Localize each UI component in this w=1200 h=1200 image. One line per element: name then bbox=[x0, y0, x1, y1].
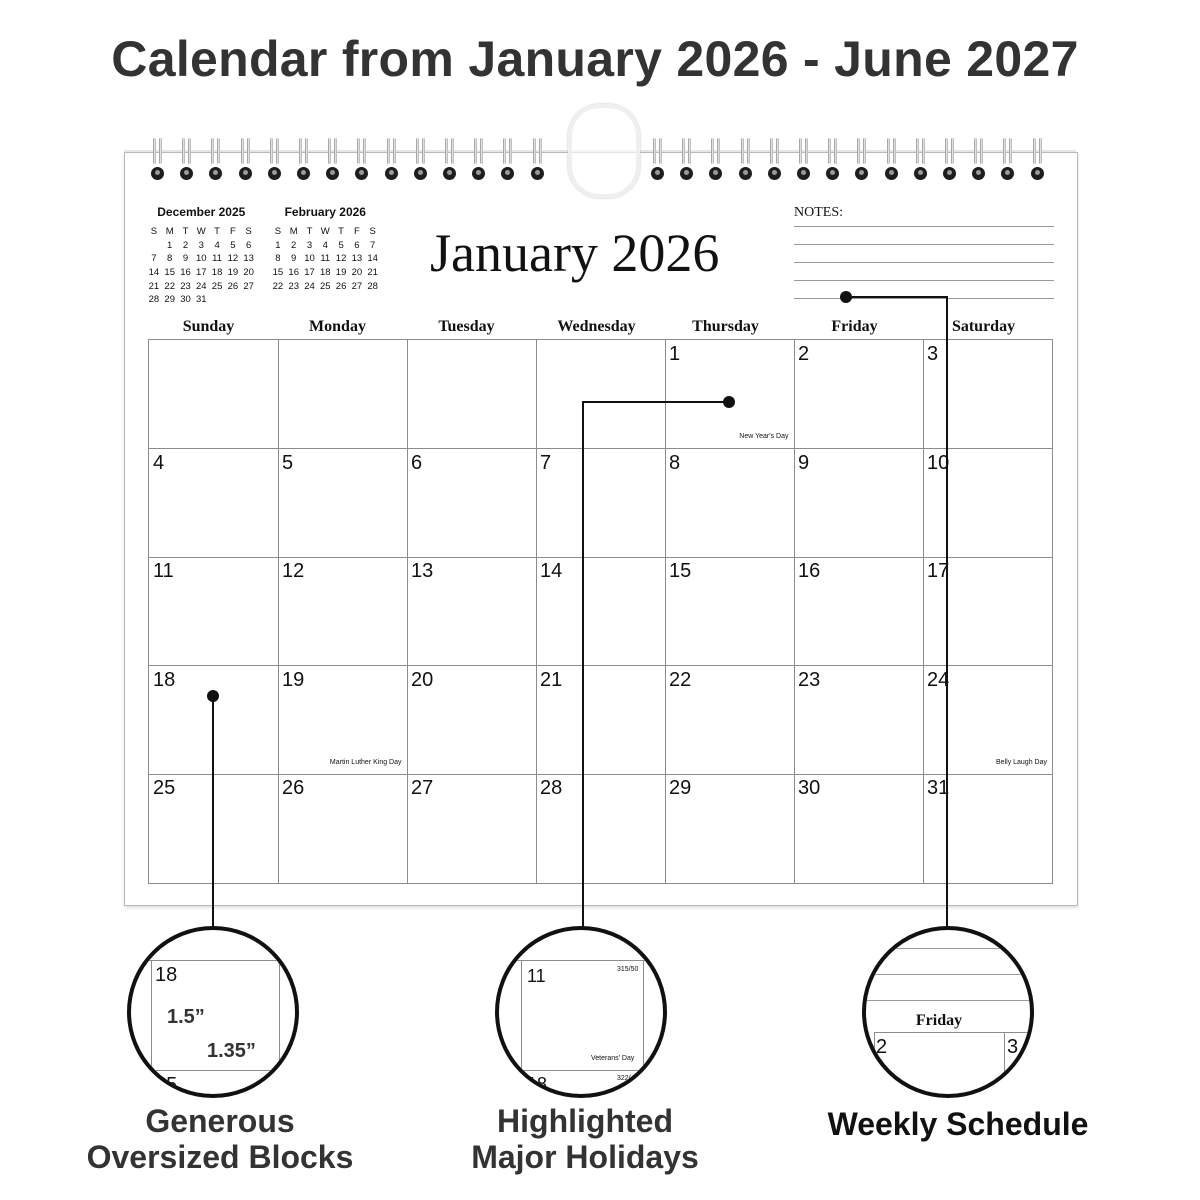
day-cell[interactable] bbox=[665, 557, 795, 666]
notes-label: NOTES: bbox=[794, 205, 843, 220]
mini-day bbox=[225, 293, 241, 307]
mini-weekday: T bbox=[182, 226, 189, 238]
mini-weekday: S bbox=[245, 226, 252, 238]
day-cell[interactable] bbox=[278, 666, 408, 775]
weekday-thursday: Thursday bbox=[692, 318, 759, 335]
day-cell[interactable] bbox=[149, 666, 279, 775]
page-headline: Calendar from January 2026 - June 2027 bbox=[111, 31, 1079, 87]
weekday-monday: Monday bbox=[309, 318, 366, 335]
mini-day: 30 bbox=[180, 294, 191, 306]
mini-day: 26 bbox=[227, 280, 239, 292]
zoom-cell-border bbox=[151, 960, 152, 1072]
mini-calendar-prev bbox=[146, 205, 257, 307]
day-number: 31 bbox=[927, 777, 950, 800]
mini-day: 10 bbox=[196, 253, 207, 265]
mini-day: 10 bbox=[304, 253, 315, 265]
day-cell[interactable] bbox=[536, 666, 666, 775]
mini-day: 29 bbox=[164, 294, 175, 306]
day-cell[interactable] bbox=[278, 340, 408, 449]
weekday-saturday: Saturday bbox=[951, 318, 1016, 335]
mini-day bbox=[241, 293, 257, 307]
mini-day: 11 bbox=[212, 253, 223, 265]
caption-blocks-line2: Oversized Blocks bbox=[86, 1139, 354, 1175]
day-number: 20 bbox=[411, 668, 434, 691]
mini-day: 4 bbox=[214, 239, 220, 251]
mini-weekday: S bbox=[369, 226, 376, 238]
holiday-label: New Year's Day bbox=[739, 433, 789, 441]
holiday-label: Martin Luther King Day bbox=[329, 758, 402, 766]
mini-day: 26 bbox=[335, 280, 347, 292]
mini-weekday: M bbox=[289, 226, 298, 238]
mini-weekday: W bbox=[196, 226, 206, 238]
day-cell[interactable] bbox=[794, 774, 924, 883]
day-cell[interactable] bbox=[407, 449, 537, 558]
day-cell[interactable] bbox=[923, 449, 1052, 558]
mini-day: 19 bbox=[335, 267, 347, 279]
block-width-label: 1.35” bbox=[207, 1040, 256, 1062]
zoom-cell-border bbox=[279, 960, 280, 1072]
day-number: 9 bbox=[798, 451, 810, 474]
mini-day: 24 bbox=[196, 280, 207, 292]
day-cell[interactable] bbox=[794, 340, 924, 449]
day-number: 11 bbox=[153, 560, 174, 583]
day-cell[interactable] bbox=[149, 774, 279, 883]
day-cell[interactable] bbox=[794, 557, 924, 666]
caption-holidays-line2: Major Holidays bbox=[471, 1139, 699, 1175]
zoom-cell-border bbox=[499, 1070, 667, 1071]
mini-day: 5 bbox=[338, 239, 344, 251]
mini-weekday: S bbox=[150, 226, 158, 238]
mini-day: 7 bbox=[151, 253, 157, 265]
zoom-day-of-year: 315/50 bbox=[617, 966, 639, 973]
mini-calendar-title: February 2026 bbox=[284, 205, 366, 219]
mini-day: 2 bbox=[291, 239, 297, 251]
zoom-cell-border bbox=[131, 960, 299, 961]
mini-day bbox=[146, 239, 162, 253]
mini-weekday: M bbox=[165, 226, 174, 238]
mini-day: 9 bbox=[291, 253, 297, 265]
day-cell[interactable] bbox=[149, 557, 279, 666]
weekday-sunday: Sunday bbox=[182, 318, 235, 335]
zoom-cell-border bbox=[643, 960, 644, 1080]
zoom-left-day-number: 2 bbox=[876, 1036, 888, 1058]
day-number: 10 bbox=[927, 451, 950, 474]
day-number: 7 bbox=[540, 451, 552, 474]
caption-holidays-line1: Highlighted bbox=[497, 1103, 673, 1139]
mini-day: 23 bbox=[180, 280, 191, 292]
day-number: 16 bbox=[798, 560, 821, 583]
mini-weekday: F bbox=[353, 226, 360, 238]
day-cell[interactable] bbox=[407, 666, 537, 775]
day-cell[interactable] bbox=[923, 774, 1052, 883]
zoom-next-day-of-year: 322/43 bbox=[617, 1075, 639, 1082]
day-number: 26 bbox=[282, 777, 305, 800]
day-cell[interactable] bbox=[923, 666, 1052, 775]
mini-day: 23 bbox=[288, 280, 299, 292]
day-cell[interactable] bbox=[665, 666, 795, 775]
day-number: 8 bbox=[669, 451, 681, 474]
notes-line bbox=[794, 262, 1054, 263]
day-number: 4 bbox=[153, 451, 165, 474]
day-number: 18 bbox=[153, 668, 176, 691]
mini-weekday: W bbox=[320, 226, 330, 238]
mini-day: 12 bbox=[335, 253, 347, 265]
day-cell[interactable] bbox=[149, 340, 279, 449]
mini-calendar-title: December 2025 bbox=[157, 205, 246, 219]
caption-blocks bbox=[60, 1103, 380, 1175]
weekday-wednesday: Wednesday bbox=[557, 318, 636, 335]
day-number: 2 bbox=[798, 343, 810, 365]
day-cell[interactable] bbox=[536, 340, 666, 449]
zoom-cell-border bbox=[499, 960, 667, 961]
day-cell[interactable] bbox=[536, 449, 666, 558]
zoom-next-day-number: 18 bbox=[527, 1074, 548, 1094]
day-number: 15 bbox=[669, 560, 692, 583]
zoom-cell-border bbox=[874, 1032, 875, 1098]
zoom-cell-border bbox=[1004, 1032, 1005, 1098]
mini-day: 25 bbox=[320, 280, 331, 292]
zoom-notes-line bbox=[866, 974, 1034, 975]
notes-line bbox=[794, 244, 1054, 245]
zoom-notes-line bbox=[866, 948, 1034, 949]
zoom-circle-blocks bbox=[127, 926, 299, 1098]
mini-weekday: T bbox=[306, 226, 313, 238]
day-cell[interactable] bbox=[923, 557, 1052, 666]
holiday-label: Belly Laugh Day bbox=[996, 758, 1047, 766]
mini-day: 8 bbox=[275, 253, 281, 265]
day-number: 21 bbox=[540, 668, 563, 691]
mini-day: 3 bbox=[198, 239, 204, 251]
notes-line bbox=[794, 298, 1054, 299]
mini-day: 16 bbox=[288, 267, 299, 279]
mini-day: 25 bbox=[211, 280, 223, 292]
hanger-loop bbox=[568, 104, 640, 198]
block-height-label: 1.5” bbox=[167, 1006, 205, 1028]
mini-day: 14 bbox=[148, 267, 160, 279]
day-cell[interactable] bbox=[149, 449, 279, 558]
day-cell[interactable] bbox=[665, 449, 795, 558]
mini-day: 12 bbox=[227, 253, 239, 265]
day-number: 17 bbox=[927, 560, 950, 583]
mini-weekday: S bbox=[274, 226, 282, 238]
day-number: 27 bbox=[411, 777, 434, 800]
mini-day: 3 bbox=[306, 239, 313, 251]
day-cell[interactable] bbox=[278, 557, 408, 666]
caption-weekly: Weekly Schedule bbox=[827, 1106, 1089, 1142]
mini-day: 22 bbox=[272, 280, 284, 292]
mini-day: 19 bbox=[227, 267, 239, 279]
mini-day: 15 bbox=[164, 267, 175, 279]
zoom-day-number: 18 bbox=[155, 964, 178, 986]
mini-day: 15 bbox=[272, 267, 284, 279]
mini-day: 21 bbox=[148, 280, 160, 292]
mini-calendar-grid bbox=[146, 225, 257, 307]
day-number: 25 bbox=[153, 777, 176, 800]
mini-day: 20 bbox=[243, 267, 254, 279]
mini-day: 24 bbox=[304, 280, 315, 292]
mini-day: 1 bbox=[167, 239, 173, 251]
zoom-cell-border bbox=[521, 960, 522, 1080]
notes-line bbox=[794, 226, 1054, 227]
weekday-tuesday: Tuesday bbox=[438, 318, 495, 335]
zoom-right-day-number: 3 bbox=[1007, 1036, 1019, 1058]
day-number: 3 bbox=[927, 343, 939, 365]
zoom-holiday-label: Veterans' Day bbox=[591, 1055, 635, 1062]
mini-day: 27 bbox=[351, 280, 363, 292]
day-cell[interactable] bbox=[665, 774, 795, 883]
day-cell[interactable] bbox=[536, 774, 666, 883]
day-number: 19 bbox=[282, 668, 305, 691]
mini-day: 7 bbox=[370, 239, 376, 251]
day-cell[interactable] bbox=[278, 449, 408, 558]
weekday-friday: Friday bbox=[831, 318, 878, 335]
mini-day: 18 bbox=[320, 267, 331, 279]
mini-day: 21 bbox=[367, 267, 378, 279]
mini-day: 16 bbox=[180, 267, 191, 279]
mini-weekday: T bbox=[214, 226, 220, 238]
mini-day: 31 bbox=[196, 294, 207, 306]
mini-weekday: T bbox=[338, 226, 344, 238]
mini-day: 11 bbox=[320, 253, 331, 265]
day-number: 5 bbox=[282, 451, 294, 474]
notes-area bbox=[794, 205, 1054, 221]
day-cell[interactable] bbox=[536, 557, 666, 666]
mini-day: 4 bbox=[322, 239, 328, 251]
mini-day: 2 bbox=[182, 239, 189, 251]
zoom-day-number: 11 bbox=[527, 966, 546, 986]
mini-day: 9 bbox=[182, 253, 189, 265]
day-number: 12 bbox=[282, 560, 305, 583]
mini-day: 8 bbox=[167, 253, 173, 265]
day-cell[interactable] bbox=[407, 340, 537, 449]
mini-weekday: F bbox=[229, 226, 236, 238]
notes-line bbox=[794, 280, 1054, 281]
mini-day: 20 bbox=[351, 267, 363, 279]
mini-calendar-next bbox=[270, 205, 381, 293]
day-number: 1 bbox=[669, 343, 681, 365]
caption-holidays bbox=[440, 1103, 730, 1175]
mini-day: 18 bbox=[211, 267, 223, 279]
day-number: 28 bbox=[540, 777, 563, 800]
zoom-notes-line bbox=[866, 1000, 1034, 1001]
mini-day: 22 bbox=[164, 280, 175, 292]
day-number: 29 bbox=[669, 777, 692, 800]
mini-day: 1 bbox=[275, 239, 281, 251]
day-number: 14 bbox=[540, 560, 563, 583]
mini-calendar-grid bbox=[270, 225, 381, 293]
mini-day: 17 bbox=[304, 267, 315, 279]
mini-day bbox=[209, 293, 225, 307]
zoom-circle-holidays bbox=[495, 926, 667, 1098]
mini-day: 28 bbox=[367, 280, 378, 292]
zoom-next-day-number: 25 bbox=[155, 1074, 178, 1096]
mini-day: 13 bbox=[243, 253, 254, 265]
mini-day: 14 bbox=[367, 253, 378, 265]
zoom-circle-weekly bbox=[862, 926, 1034, 1098]
day-cell[interactable] bbox=[794, 666, 924, 775]
mini-day: 5 bbox=[230, 239, 236, 251]
mini-day: 13 bbox=[351, 253, 363, 265]
mini-day: 6 bbox=[246, 239, 252, 251]
month-title: January 2026 bbox=[430, 223, 720, 283]
day-cell[interactable] bbox=[794, 449, 924, 558]
day-cell[interactable] bbox=[407, 557, 537, 666]
mini-day: 17 bbox=[196, 267, 207, 279]
day-cell[interactable] bbox=[665, 340, 795, 449]
mini-day: 27 bbox=[243, 280, 254, 292]
zoom-cell-border bbox=[874, 1032, 1034, 1033]
mini-day: 6 bbox=[354, 239, 360, 251]
day-number: 30 bbox=[798, 777, 821, 800]
caption-blocks-line1: Generous bbox=[145, 1103, 295, 1139]
day-number: 24 bbox=[927, 668, 950, 691]
month-grid bbox=[148, 339, 1053, 884]
zoom-day-name: Friday bbox=[915, 1012, 963, 1029]
mini-day: 28 bbox=[148, 294, 160, 306]
zoom-cell-border bbox=[131, 1070, 299, 1071]
day-cell[interactable] bbox=[407, 774, 537, 883]
day-number: 6 bbox=[411, 451, 423, 474]
day-cell[interactable] bbox=[923, 340, 1052, 449]
day-number: 23 bbox=[798, 668, 821, 691]
day-number: 22 bbox=[669, 668, 692, 691]
day-cell[interactable] bbox=[278, 774, 408, 883]
day-number: 13 bbox=[411, 560, 434, 583]
